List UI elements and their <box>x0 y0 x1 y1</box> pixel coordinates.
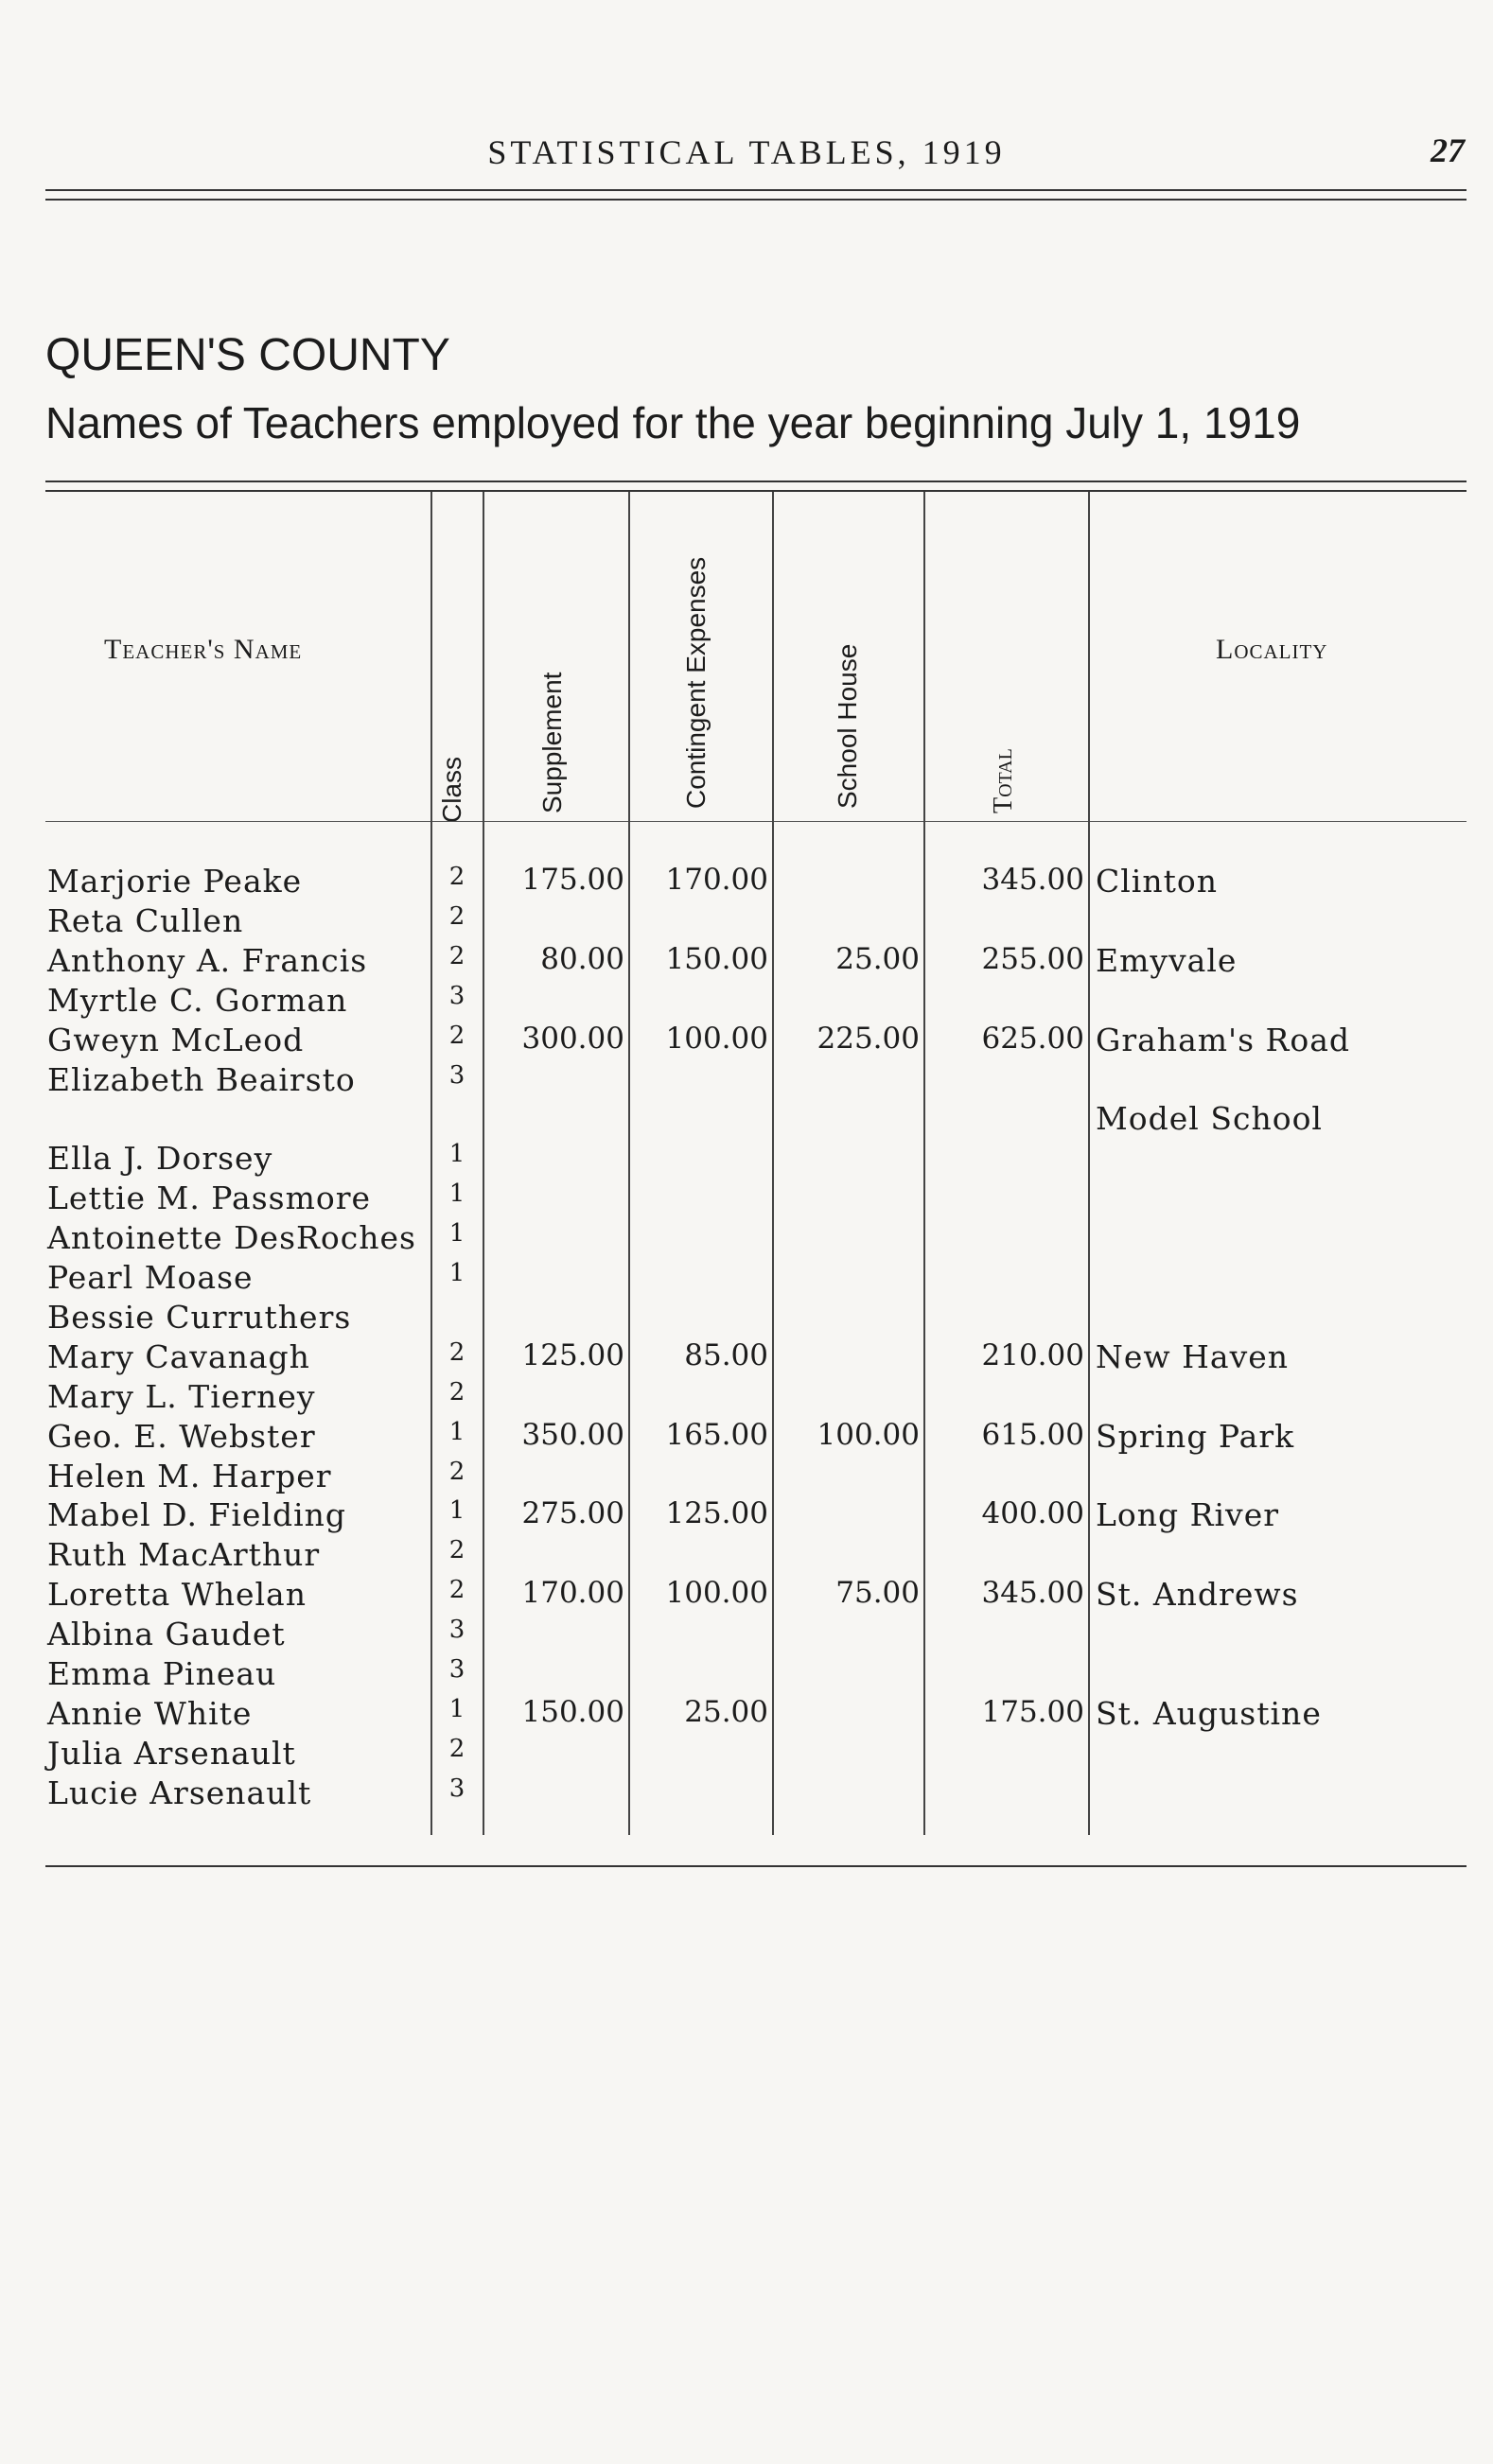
table-bottom-rule <box>45 1865 1467 1867</box>
class-value: 3 <box>448 1655 465 1684</box>
contingent-value: 125.00 <box>665 1496 768 1531</box>
teacher-name: Annie White <box>47 1694 253 1732</box>
teacher-name: Mary L. Tierney <box>47 1377 316 1415</box>
teacher-name: Emma Pineau <box>47 1655 277 1692</box>
header-rule-bottom <box>45 199 1467 201</box>
teacher-name: Ella J. Dorsey <box>47 1140 273 1178</box>
header-body-rule <box>45 821 1467 822</box>
class-value: 1 <box>448 1694 465 1723</box>
table-top-rule-2 <box>45 490 1467 492</box>
class-value: 1 <box>448 1180 465 1209</box>
total-value: 255.00 <box>981 941 1084 976</box>
school-house-value: 225.00 <box>817 1021 920 1056</box>
col-header-total: Total <box>989 748 1018 813</box>
teacher-name: Reta Cullen <box>47 901 244 939</box>
total-value: 625.00 <box>981 1021 1084 1056</box>
class-value: 1 <box>448 1496 465 1526</box>
divider-class-left <box>430 492 432 1835</box>
teacher-name: Julia Arsenault <box>47 1734 296 1772</box>
supplement-value: 300.00 <box>521 1021 624 1056</box>
locality-value: St. Andrews <box>1096 1576 1299 1614</box>
total-value: 210.00 <box>981 1337 1084 1372</box>
supplement-value: 80.00 <box>540 941 624 976</box>
col-header-name: Teacher's Name <box>104 634 303 665</box>
teacher-name: Myrtle C. Gorman <box>47 981 348 1019</box>
teacher-name: Geo. E. Webster <box>47 1417 316 1455</box>
supplement-value: 275.00 <box>521 1496 624 1531</box>
total-value: 175.00 <box>981 1694 1084 1729</box>
total-value: 345.00 <box>981 863 1084 897</box>
locality-value: Clinton <box>1096 863 1218 900</box>
col-header-locality: Locality <box>1216 634 1328 665</box>
supplement-value: 175.00 <box>521 863 624 897</box>
class-value: 3 <box>448 1060 465 1090</box>
school-house-value: 75.00 <box>835 1576 920 1611</box>
total-value: 400.00 <box>981 1496 1084 1531</box>
class-value: 3 <box>448 981 465 1010</box>
class-value: 2 <box>448 901 465 931</box>
class-value: 2 <box>448 1337 465 1367</box>
locality-value: St. Augustine <box>1096 1694 1322 1732</box>
teacher-name: Antoinette DesRoches <box>47 1219 416 1257</box>
col-header-supplement: Supplement <box>537 672 567 813</box>
divider-contingent <box>772 492 774 1835</box>
total-value: 615.00 <box>981 1417 1084 1452</box>
contingent-value: 100.00 <box>665 1021 768 1056</box>
class-value: 2 <box>448 1576 465 1605</box>
total-value: 345.00 <box>981 1576 1084 1611</box>
col-header-school-house: School House <box>833 643 862 809</box>
contingent-value: 85.00 <box>684 1337 768 1372</box>
class-value: 3 <box>448 1774 465 1803</box>
class-value: 1 <box>448 1417 465 1446</box>
contingent-value: 165.00 <box>665 1417 768 1452</box>
teacher-name: Mary Cavanagh <box>47 1337 310 1375</box>
class-value: 2 <box>448 1377 465 1407</box>
table-top-rule <box>45 481 1467 482</box>
class-value: 2 <box>448 1536 465 1565</box>
teacher-name: Pearl Moase <box>47 1259 254 1296</box>
teacher-name: Mabel D. Fielding <box>47 1496 347 1534</box>
teacher-name: Ruth MacArthur <box>47 1536 321 1574</box>
locality-value: Graham's Road <box>1096 1021 1351 1058</box>
locality-value: New Haven <box>1096 1337 1290 1375</box>
col-header-contingent: Contingent Expenses <box>681 556 711 809</box>
page-number: 27 <box>1431 131 1465 169</box>
teacher-name: Loretta Whelan <box>47 1576 307 1614</box>
teacher-name: Albina Gaudet <box>47 1616 286 1653</box>
class-value: 3 <box>448 1616 465 1645</box>
class-value: 2 <box>448 1457 465 1486</box>
teacher-name: Gweyn McLeod <box>47 1021 305 1058</box>
teacher-name: Marjorie Peake <box>47 863 303 900</box>
teacher-name: Lucie Arsenault <box>47 1774 312 1811</box>
contingent-value: 170.00 <box>665 863 768 897</box>
supplement-value: 350.00 <box>521 1417 624 1452</box>
class-value: 1 <box>448 1140 465 1169</box>
supplement-value: 170.00 <box>521 1576 624 1611</box>
locality-value: Model School <box>1096 1100 1323 1138</box>
class-value: 1 <box>448 1259 465 1287</box>
divider-supplement <box>628 492 630 1835</box>
table-subtitle: Names of Teachers employed for the year beginning July 1, 1919 <box>45 398 1301 447</box>
class-value: 2 <box>448 1021 465 1050</box>
teacher-name: Anthony A. Francis <box>47 941 368 979</box>
contingent-value: 150.00 <box>665 941 768 976</box>
col-header-class: Class <box>437 756 466 823</box>
supplement-value: 125.00 <box>521 1337 624 1372</box>
teacher-name: Helen M. Harper <box>47 1457 332 1494</box>
contingent-value: 25.00 <box>684 1694 768 1729</box>
divider-total <box>1088 492 1090 1835</box>
supplement-value: 150.00 <box>521 1694 624 1729</box>
locality-value: Emyvale <box>1096 941 1238 979</box>
running-head: STATISTICAL TABLES, 1919 <box>487 133 1006 171</box>
county-title: QUEEN'S COUNTY <box>45 330 450 380</box>
school-house-value: 25.00 <box>835 941 920 976</box>
header-rule-top <box>45 189 1467 191</box>
locality-value: Long River <box>1096 1496 1279 1534</box>
class-value: 2 <box>448 1734 465 1763</box>
divider-class-right <box>483 492 484 1835</box>
class-value: 1 <box>448 1219 465 1249</box>
divider-school-house <box>923 492 925 1835</box>
teacher-name: Lettie M. Passmore <box>47 1180 372 1217</box>
teacher-name: Elizabeth Beairsto <box>47 1060 356 1098</box>
class-value: 2 <box>448 941 465 970</box>
school-house-value: 100.00 <box>817 1417 920 1452</box>
locality-value: Spring Park <box>1096 1417 1295 1455</box>
contingent-value: 100.00 <box>665 1576 768 1611</box>
teacher-name: Bessie Curruthers <box>47 1298 352 1336</box>
class-value: 2 <box>448 863 465 891</box>
